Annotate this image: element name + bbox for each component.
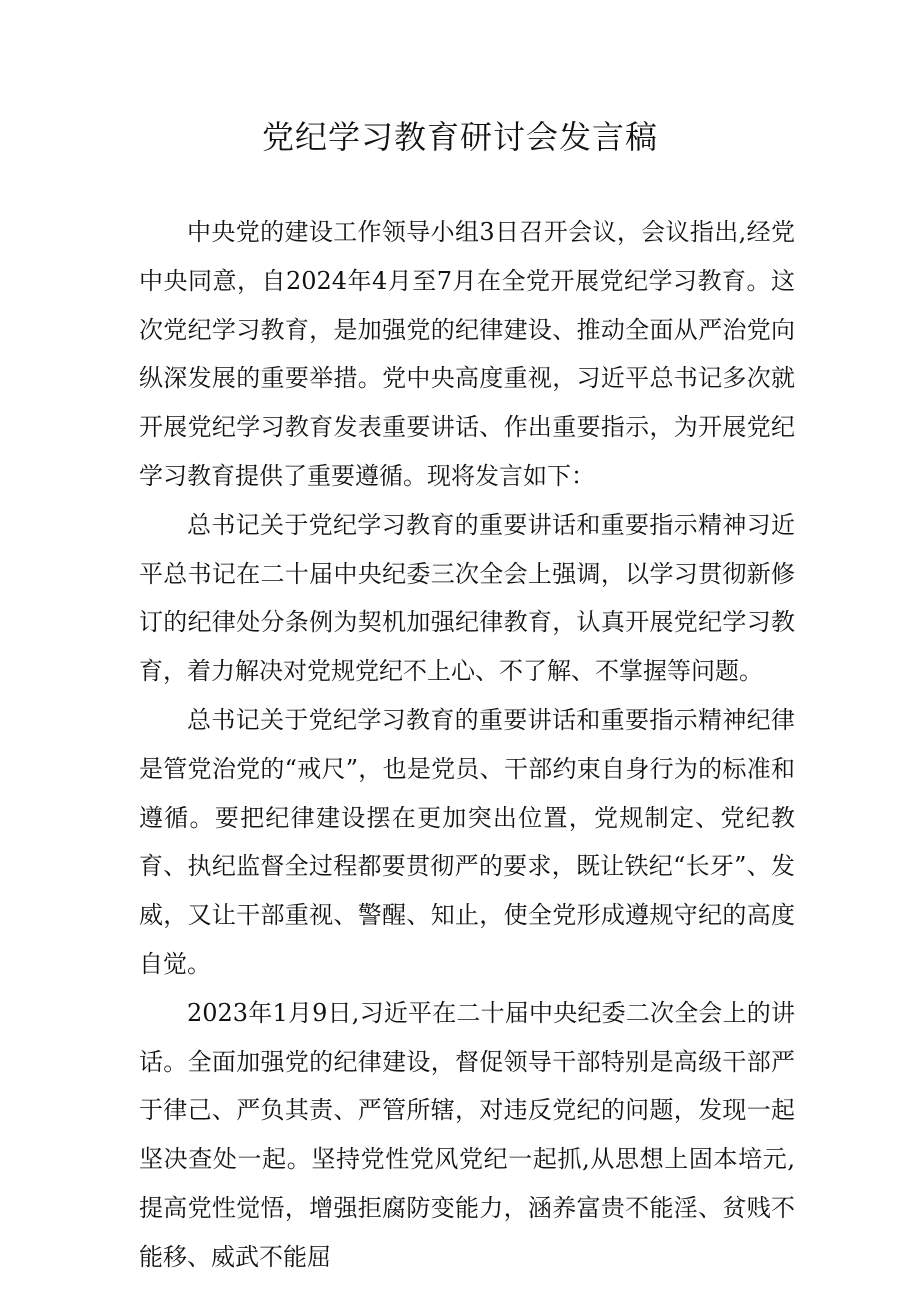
document-title: 党纪学习教育研讨会发言稿 xyxy=(261,118,658,156)
paragraph-3: 总书记关于党纪学习教育的重要讲话和重要指示精神纪律是管党治党的“戒尺”，也是党员、干部约束自身行为的标准和遵循。要把纪律建设摆在更加突出位置，党规制定、党纪教育、执纪监督全过程都要贯彻严的要求，既让铁纪“长牙”、发威，又让干部重视、警醒、知止，使全党形成遵规守纪的高度自觉。 xyxy=(139,705,795,978)
paragraph-4: 2023年1月9日,习近平在二十届中央纪委二次全会上的讲话。全面加强党的纪律建设，督促领导干部特别是高级干部严于律己、严负其责、严管所辖，对违反党纪的问题，发现一起坚决查处一起。坚持党性党风党纪一起抓,从思想上固本培元,提高党性觉悟，增强拒腐防变能力，涵养富贵不能淫、贫贱不能移、威武不能屈 xyxy=(139,998,795,1271)
document-body xyxy=(139,208,795,1282)
paragraph-1: 中央党的建设工作领导小组3日召开会议，会议指出,经党中央同意，自2024年4月至7月在全党开展党纪学习教育。这次党纪学习教育，是加强党的纪律建设、推动全面从严治党向纵深发展的重要举措。党中央高度重视，习近平总书记多次就开展党纪学习教育发表重要讲话、作出重要指示，为开展党纪学习教育提供了重要遵循。现将发言如下： xyxy=(139,218,795,490)
paragraph-2: 总书记关于党纪学习教育的重要讲话和重要指示精神习近平总书记在二十届中央纪委三次全会上强调，以学习贯彻新修订的纪律处分条例为契机加强纪律教育，认真开展党纪学习教育，着力解决对党规党纪不上心、不了解、不掌握等问题。 xyxy=(139,510,795,686)
